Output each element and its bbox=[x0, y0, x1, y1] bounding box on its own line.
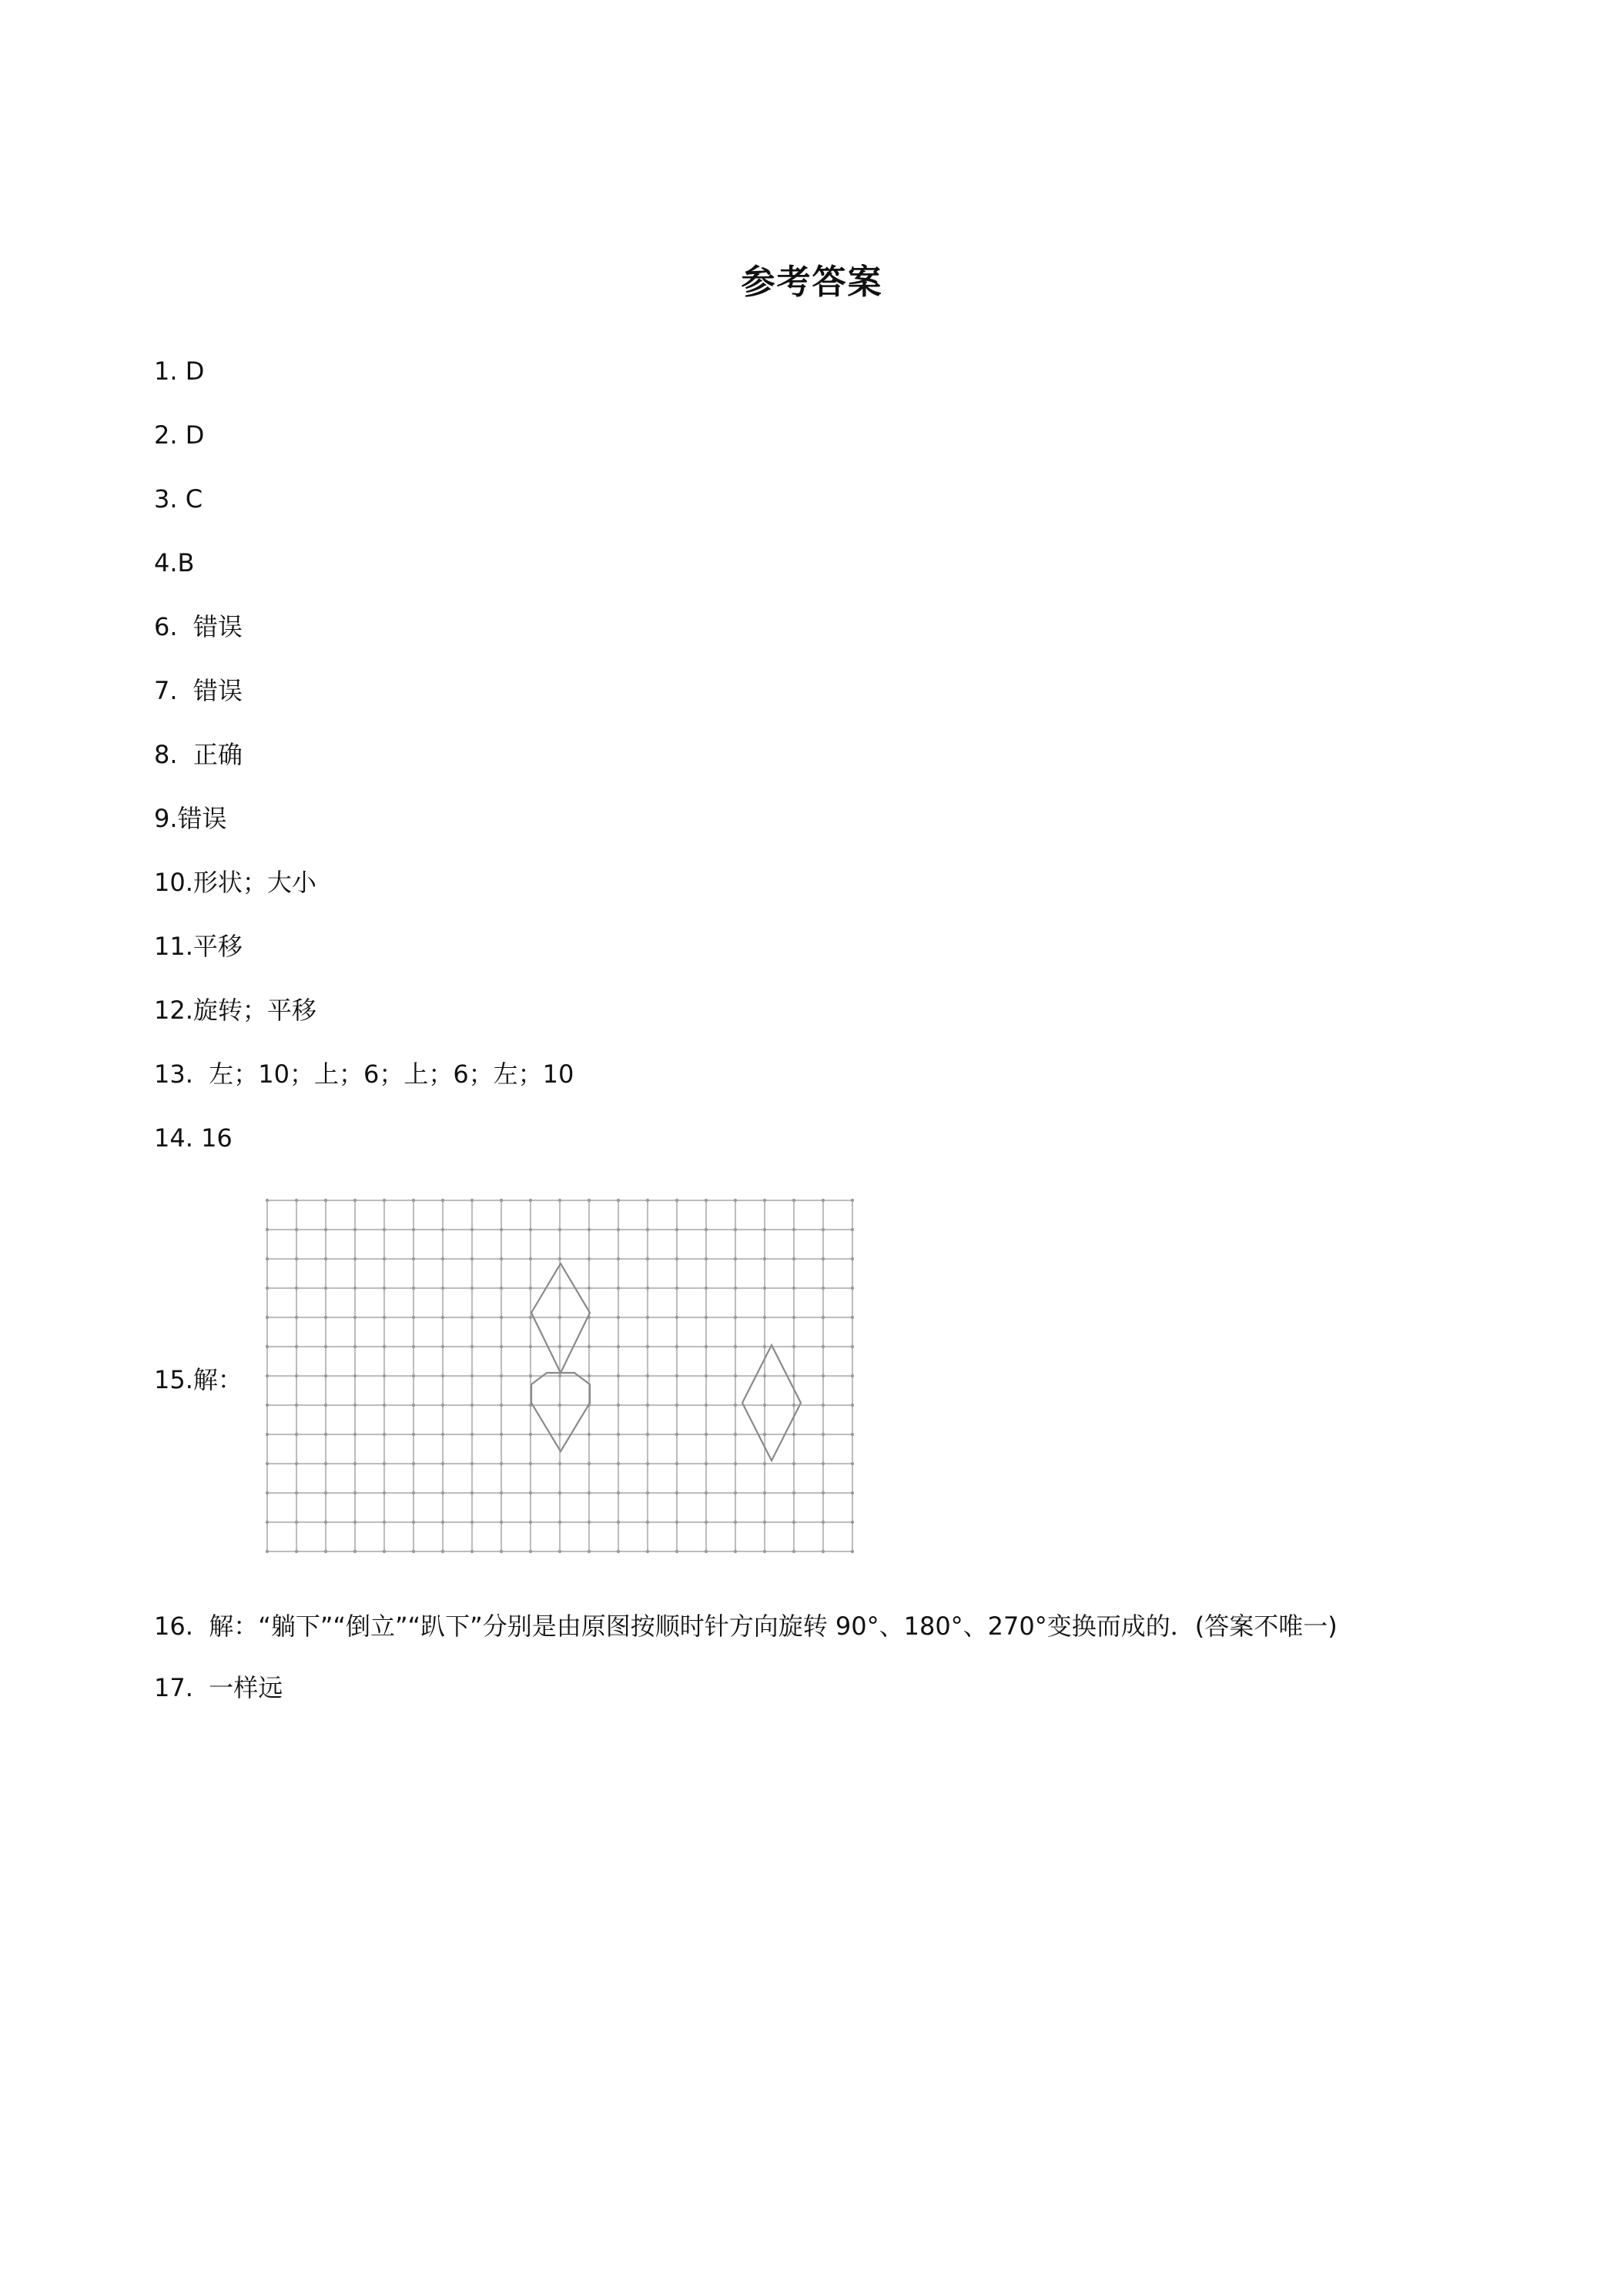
grid-point bbox=[266, 1521, 269, 1524]
grid-point bbox=[295, 1316, 298, 1319]
grid-point bbox=[588, 1228, 591, 1231]
grid-point bbox=[383, 1345, 386, 1348]
answer-7: 7. 错误 bbox=[154, 676, 243, 705]
grid-point bbox=[353, 1491, 357, 1494]
grid-point bbox=[412, 1228, 415, 1231]
grid-point bbox=[851, 1316, 854, 1319]
grid-point bbox=[588, 1374, 591, 1377]
grid-point bbox=[763, 1433, 766, 1436]
grid-point bbox=[412, 1287, 415, 1290]
grid-point bbox=[558, 1433, 561, 1436]
grid-point bbox=[617, 1287, 620, 1290]
page-title: 参考答案 bbox=[741, 263, 883, 302]
grid-point bbox=[383, 1257, 386, 1260]
grid-point bbox=[617, 1345, 620, 1348]
grid-point bbox=[675, 1491, 678, 1494]
grid-point bbox=[266, 1550, 269, 1553]
grid-point bbox=[529, 1374, 532, 1377]
grid-point bbox=[734, 1228, 737, 1231]
grid-point bbox=[763, 1550, 766, 1553]
grid-point bbox=[763, 1316, 766, 1319]
grid-point bbox=[266, 1345, 269, 1348]
grid-point bbox=[705, 1345, 708, 1348]
grid-point bbox=[295, 1287, 298, 1290]
grid-point bbox=[588, 1433, 591, 1436]
grid-point bbox=[295, 1491, 298, 1494]
answer-15-label: 15.解： bbox=[154, 1365, 243, 1394]
grid-point bbox=[734, 1521, 737, 1524]
grid-point bbox=[822, 1316, 825, 1319]
grid-point bbox=[529, 1550, 532, 1553]
grid-point bbox=[851, 1404, 854, 1407]
grid-point bbox=[470, 1287, 474, 1290]
grid-point bbox=[412, 1433, 415, 1436]
answer-6: 6. 错误 bbox=[154, 612, 243, 641]
grid-point bbox=[295, 1433, 298, 1436]
grid-point bbox=[763, 1374, 766, 1377]
grid-point bbox=[734, 1316, 737, 1319]
grid-point bbox=[266, 1433, 269, 1436]
grid-point bbox=[822, 1287, 825, 1290]
grid-point bbox=[734, 1550, 737, 1553]
grid-point bbox=[822, 1374, 825, 1377]
grid-point bbox=[792, 1550, 795, 1553]
grid-point bbox=[705, 1491, 708, 1494]
answer-1: 1. D bbox=[154, 356, 205, 386]
grid-point bbox=[324, 1199, 327, 1202]
grid-point bbox=[763, 1228, 766, 1231]
grid-point bbox=[441, 1462, 444, 1465]
grid-point bbox=[705, 1316, 708, 1319]
grid-point bbox=[734, 1404, 737, 1407]
grid-point bbox=[822, 1404, 825, 1407]
grid-point bbox=[441, 1521, 444, 1524]
grid-point bbox=[412, 1374, 415, 1377]
grid-point bbox=[792, 1404, 795, 1407]
grid-point bbox=[558, 1199, 561, 1202]
grid-point bbox=[470, 1228, 474, 1231]
grid-point bbox=[705, 1287, 708, 1290]
grid-point bbox=[500, 1199, 503, 1202]
grid-point bbox=[558, 1462, 561, 1465]
answer-11: 11.平移 bbox=[154, 932, 243, 961]
grid-point bbox=[353, 1228, 357, 1231]
grid-point bbox=[353, 1316, 357, 1319]
grid-point bbox=[763, 1491, 766, 1494]
answer-4: 4.B bbox=[154, 548, 195, 577]
grid-point bbox=[851, 1462, 854, 1465]
grid-point bbox=[705, 1462, 708, 1465]
grid-point bbox=[734, 1257, 737, 1260]
grid-point bbox=[266, 1199, 269, 1202]
grid-point bbox=[646, 1433, 649, 1436]
grid-point bbox=[675, 1287, 678, 1290]
grid-point bbox=[851, 1374, 854, 1377]
grid-point bbox=[617, 1433, 620, 1436]
grid-point bbox=[675, 1404, 678, 1407]
grid-point bbox=[646, 1462, 649, 1465]
grid-point bbox=[500, 1433, 503, 1436]
grid-point bbox=[792, 1199, 795, 1202]
grid-point bbox=[822, 1199, 825, 1202]
grid-point bbox=[266, 1257, 269, 1260]
grid-point bbox=[383, 1316, 386, 1319]
grid-point bbox=[529, 1316, 532, 1319]
grid-point bbox=[324, 1462, 327, 1465]
grid-point bbox=[822, 1345, 825, 1348]
grid-point bbox=[441, 1316, 444, 1319]
answer-13: 13. 左；10；上；6；上；6；左；10 bbox=[154, 1059, 574, 1089]
grid-point bbox=[295, 1257, 298, 1260]
grid-point bbox=[383, 1287, 386, 1290]
grid-point bbox=[822, 1491, 825, 1494]
grid-point bbox=[734, 1199, 737, 1202]
grid-point bbox=[441, 1287, 444, 1290]
grid-point bbox=[412, 1491, 415, 1494]
grid-point bbox=[295, 1521, 298, 1524]
grid-point bbox=[295, 1462, 298, 1465]
grid-point bbox=[705, 1257, 708, 1260]
grid-point bbox=[588, 1257, 591, 1260]
grid-point bbox=[295, 1404, 298, 1407]
grid-point bbox=[675, 1433, 678, 1436]
grid-point bbox=[851, 1257, 854, 1260]
grid-point bbox=[500, 1316, 503, 1319]
grid-point bbox=[675, 1199, 678, 1202]
grid-point bbox=[529, 1433, 532, 1436]
answer-3: 3. C bbox=[154, 484, 203, 514]
grid-point bbox=[617, 1316, 620, 1319]
grid-point bbox=[470, 1521, 474, 1524]
grid-point bbox=[822, 1228, 825, 1231]
grid-point bbox=[705, 1374, 708, 1377]
grid-point bbox=[851, 1521, 854, 1524]
grid-point bbox=[675, 1257, 678, 1260]
grid-point bbox=[353, 1257, 357, 1260]
grid-point bbox=[529, 1491, 532, 1494]
grid-point bbox=[675, 1521, 678, 1524]
grid-point bbox=[558, 1228, 561, 1231]
grid-point bbox=[353, 1287, 357, 1290]
grid-point bbox=[470, 1462, 474, 1465]
grid-point bbox=[500, 1521, 503, 1524]
grid-point bbox=[763, 1287, 766, 1290]
grid-point bbox=[383, 1462, 386, 1465]
grid-point bbox=[588, 1199, 591, 1202]
grid-point bbox=[851, 1491, 854, 1494]
grid-point bbox=[324, 1491, 327, 1494]
grid-point bbox=[412, 1521, 415, 1524]
grid-point bbox=[441, 1199, 444, 1202]
grid-point bbox=[822, 1257, 825, 1260]
grid-point bbox=[324, 1228, 327, 1231]
grid-point bbox=[646, 1345, 649, 1348]
grid-point bbox=[441, 1374, 444, 1377]
grid-point bbox=[383, 1228, 386, 1231]
grid-point bbox=[295, 1228, 298, 1231]
grid-point bbox=[588, 1462, 591, 1465]
grid-point bbox=[266, 1228, 269, 1231]
grid-point bbox=[500, 1462, 503, 1465]
grid-point bbox=[500, 1374, 503, 1377]
grid-point bbox=[412, 1257, 415, 1260]
grid-point bbox=[792, 1374, 795, 1377]
grid-point bbox=[675, 1228, 678, 1231]
grid-point bbox=[558, 1550, 561, 1553]
grid-point bbox=[675, 1550, 678, 1553]
grid-point bbox=[763, 1199, 766, 1202]
grid-point bbox=[734, 1433, 737, 1436]
grid-point bbox=[792, 1345, 795, 1348]
grid-point bbox=[822, 1462, 825, 1465]
grid-point bbox=[470, 1550, 474, 1553]
grid-point bbox=[763, 1257, 766, 1260]
grid-point bbox=[792, 1287, 795, 1290]
grid-point bbox=[295, 1374, 298, 1377]
answer-12: 12.旋转；平移 bbox=[154, 996, 316, 1025]
grid-point bbox=[383, 1199, 386, 1202]
grid-point bbox=[353, 1199, 357, 1202]
grid-point bbox=[353, 1404, 357, 1407]
grid-point bbox=[792, 1521, 795, 1524]
grid-point bbox=[295, 1345, 298, 1348]
grid-point bbox=[324, 1521, 327, 1524]
grid-point bbox=[266, 1374, 269, 1377]
grid-point bbox=[763, 1345, 766, 1348]
answer-2: 2. D bbox=[154, 420, 205, 450]
grid-point bbox=[734, 1374, 737, 1377]
grid-point bbox=[705, 1433, 708, 1436]
grid-point bbox=[324, 1550, 327, 1553]
grid-point bbox=[763, 1462, 766, 1465]
grid-point bbox=[383, 1550, 386, 1553]
grid-point bbox=[646, 1491, 649, 1494]
grid-point bbox=[617, 1257, 620, 1260]
grid-point bbox=[851, 1199, 854, 1202]
grid-point bbox=[324, 1433, 327, 1436]
grid-point bbox=[617, 1228, 620, 1231]
grid-point bbox=[529, 1287, 532, 1290]
grid-point bbox=[441, 1550, 444, 1553]
grid-point bbox=[558, 1404, 561, 1407]
grid-point bbox=[675, 1316, 678, 1319]
grid-point bbox=[529, 1228, 532, 1231]
grid-point bbox=[383, 1521, 386, 1524]
grid-point bbox=[500, 1287, 503, 1290]
grid-point bbox=[412, 1345, 415, 1348]
grid-point bbox=[705, 1199, 708, 1202]
grid-point bbox=[324, 1374, 327, 1377]
grid-point bbox=[412, 1316, 415, 1319]
grid-point bbox=[441, 1257, 444, 1260]
grid-point bbox=[529, 1521, 532, 1524]
grid-point bbox=[792, 1228, 795, 1231]
grid-point bbox=[617, 1199, 620, 1202]
grid-point bbox=[558, 1521, 561, 1524]
answer-15-grid-figure bbox=[260, 1194, 869, 1558]
grid-point bbox=[851, 1345, 854, 1348]
grid-point bbox=[500, 1257, 503, 1260]
grid-point bbox=[266, 1404, 269, 1407]
grid-point bbox=[617, 1374, 620, 1377]
grid-point bbox=[324, 1257, 327, 1260]
grid-point bbox=[353, 1374, 357, 1377]
grid-point bbox=[617, 1404, 620, 1407]
grid-point bbox=[851, 1228, 854, 1231]
grid-point bbox=[470, 1404, 474, 1407]
grid-point bbox=[470, 1374, 474, 1377]
answer-8: 8. 正确 bbox=[154, 740, 243, 769]
grid-point bbox=[324, 1287, 327, 1290]
grid-point bbox=[353, 1462, 357, 1465]
grid-point bbox=[324, 1404, 327, 1407]
grid-point bbox=[353, 1521, 357, 1524]
grid-point bbox=[646, 1199, 649, 1202]
grid-point bbox=[734, 1287, 737, 1290]
grid-point bbox=[792, 1316, 795, 1319]
grid-point bbox=[500, 1345, 503, 1348]
answer-9: 9.错误 bbox=[154, 804, 227, 833]
grid-point bbox=[617, 1550, 620, 1553]
grid-point bbox=[558, 1257, 561, 1260]
grid-point bbox=[588, 1287, 591, 1290]
grid-point bbox=[383, 1491, 386, 1494]
grid-point bbox=[675, 1345, 678, 1348]
grid-point bbox=[412, 1462, 415, 1465]
grid-point bbox=[353, 1550, 357, 1553]
grid-point bbox=[851, 1433, 854, 1436]
grid-point bbox=[529, 1257, 532, 1260]
grid-point bbox=[500, 1404, 503, 1407]
grid-point bbox=[734, 1345, 737, 1348]
grid-point bbox=[353, 1345, 357, 1348]
grid-point bbox=[383, 1374, 386, 1377]
answer-10: 10.形状；大小 bbox=[154, 868, 316, 897]
grid-point bbox=[705, 1228, 708, 1231]
grid-point bbox=[470, 1257, 474, 1260]
grid-point bbox=[734, 1491, 737, 1494]
grid-point bbox=[558, 1345, 561, 1348]
grid-point bbox=[266, 1287, 269, 1290]
grid-point bbox=[588, 1345, 591, 1348]
grid-point bbox=[470, 1199, 474, 1202]
grid-point bbox=[441, 1433, 444, 1436]
grid-point bbox=[646, 1316, 649, 1319]
grid-point bbox=[412, 1550, 415, 1553]
grid-point bbox=[588, 1491, 591, 1494]
grid-point bbox=[441, 1491, 444, 1494]
grid-point bbox=[822, 1550, 825, 1553]
grid-point bbox=[470, 1316, 474, 1319]
grid-point bbox=[851, 1550, 854, 1553]
grid-point bbox=[500, 1550, 503, 1553]
grid-point bbox=[588, 1550, 591, 1553]
grid-point bbox=[441, 1228, 444, 1231]
grid-point bbox=[646, 1404, 649, 1407]
grid-point bbox=[353, 1433, 357, 1436]
grid-point bbox=[412, 1199, 415, 1202]
grid-point bbox=[705, 1550, 708, 1553]
grid-point bbox=[851, 1287, 854, 1290]
grid-point bbox=[646, 1550, 649, 1553]
grid-point bbox=[529, 1199, 532, 1202]
grid-point bbox=[470, 1345, 474, 1348]
grid-point bbox=[763, 1404, 766, 1407]
grid-point bbox=[617, 1462, 620, 1465]
grid-point bbox=[500, 1228, 503, 1231]
grid-point bbox=[792, 1257, 795, 1260]
grid-point bbox=[792, 1433, 795, 1436]
grid-point bbox=[558, 1316, 561, 1319]
grid-point bbox=[500, 1491, 503, 1494]
grid-point bbox=[822, 1433, 825, 1436]
grid-point bbox=[646, 1521, 649, 1524]
grid-point bbox=[266, 1462, 269, 1465]
grid-point bbox=[324, 1345, 327, 1348]
answer-16: 16. 解：“躺下”“倒立”“趴下”分别是由原图按顺时针方向旋转 90°、180°、270°变换而成的．(答案不唯一) bbox=[154, 1612, 1338, 1641]
grid-point bbox=[383, 1404, 386, 1407]
grid-point bbox=[763, 1521, 766, 1524]
grid-point bbox=[412, 1404, 415, 1407]
grid-point bbox=[734, 1462, 737, 1465]
grid-point bbox=[792, 1462, 795, 1465]
grid-point bbox=[470, 1433, 474, 1436]
grid-point bbox=[266, 1491, 269, 1494]
grid-point bbox=[470, 1491, 474, 1494]
grid-point bbox=[558, 1491, 561, 1494]
rhombus-translated-right bbox=[742, 1345, 801, 1461]
grid-point bbox=[588, 1521, 591, 1524]
grid-point bbox=[617, 1521, 620, 1524]
grid-point bbox=[646, 1257, 649, 1260]
answer-17: 17. 一样远 bbox=[154, 1673, 283, 1702]
grid-point bbox=[617, 1491, 620, 1494]
grid-point bbox=[441, 1345, 444, 1348]
grid-point bbox=[646, 1374, 649, 1377]
grid-point bbox=[558, 1374, 561, 1377]
grid-point bbox=[705, 1521, 708, 1524]
grid-point bbox=[266, 1316, 269, 1319]
grid-point bbox=[822, 1521, 825, 1524]
grid-point bbox=[792, 1491, 795, 1494]
grid-point bbox=[558, 1287, 561, 1290]
grid-point bbox=[295, 1199, 298, 1202]
grid-point bbox=[295, 1550, 298, 1553]
answer-14: 14. 16 bbox=[154, 1123, 233, 1153]
grid-point bbox=[383, 1433, 386, 1436]
grid-point bbox=[529, 1462, 532, 1465]
grid-point bbox=[441, 1404, 444, 1407]
grid-point bbox=[646, 1287, 649, 1290]
grid-point bbox=[529, 1345, 532, 1348]
grid-point bbox=[324, 1316, 327, 1319]
grid-point bbox=[675, 1374, 678, 1377]
grid-point bbox=[675, 1462, 678, 1465]
grid-point bbox=[646, 1228, 649, 1231]
grid-point bbox=[705, 1404, 708, 1407]
